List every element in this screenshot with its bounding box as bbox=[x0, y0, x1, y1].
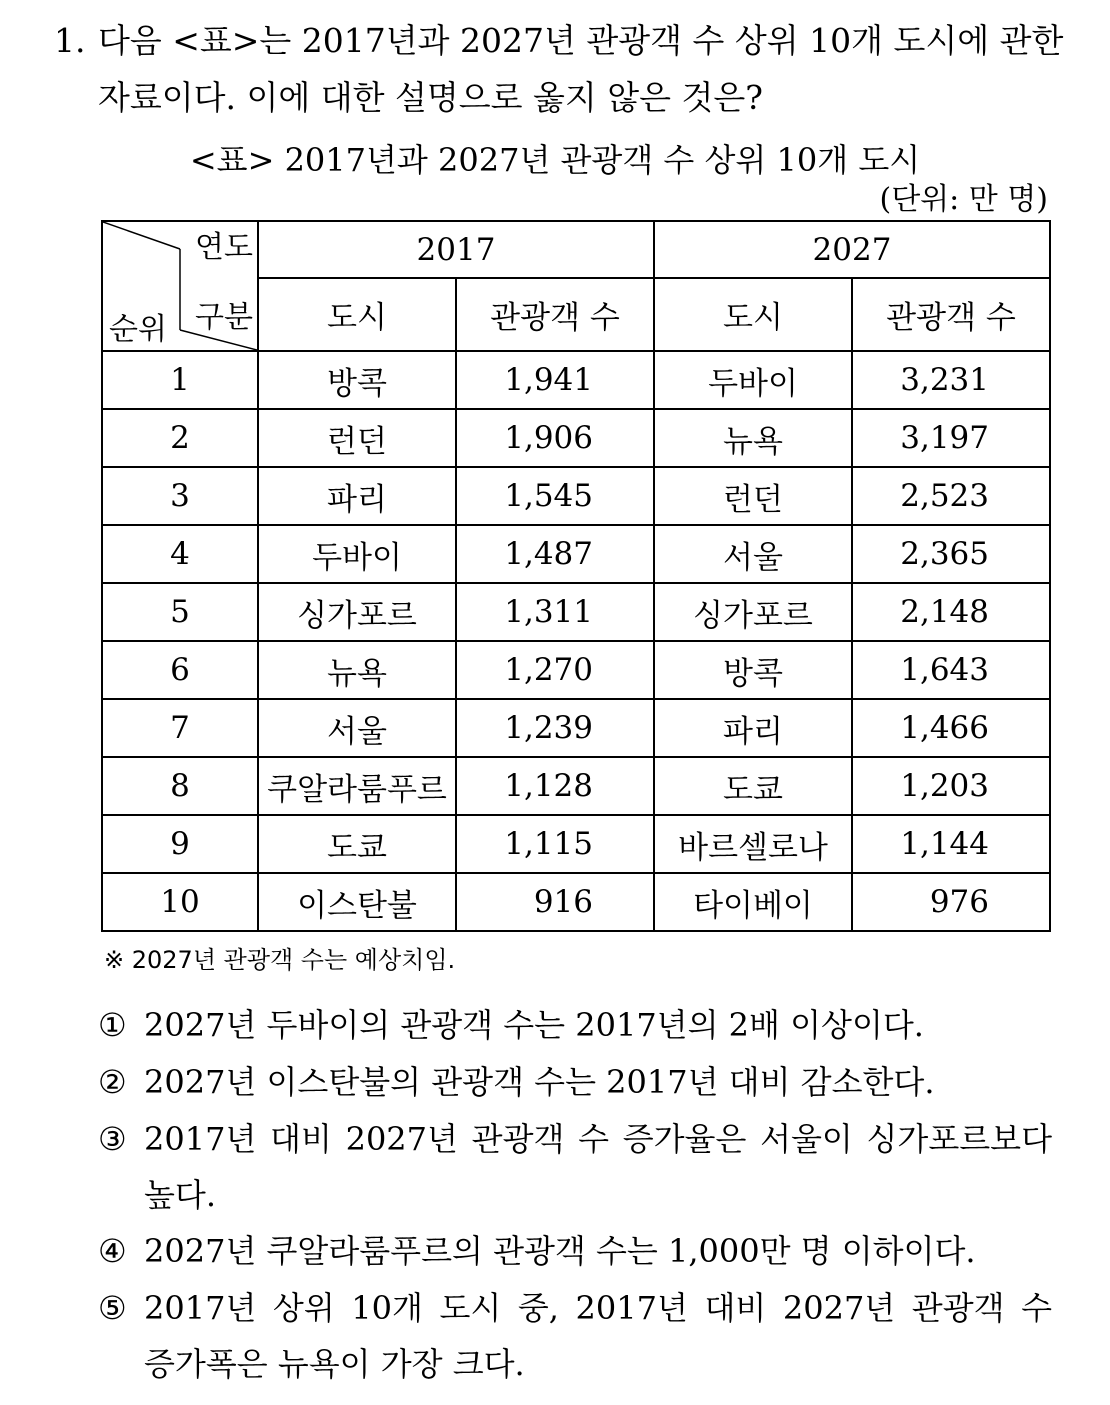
option-text: 2017년 상위 10개 도시 중, 2017년 대비 2027년 관광객 수 bbox=[144, 1289, 1052, 1327]
city-2017-cell: 방콕 bbox=[258, 351, 456, 409]
table-row bbox=[102, 873, 1050, 931]
rank-cell: 7 bbox=[102, 699, 258, 757]
table-row bbox=[102, 699, 1050, 757]
rank-cell: 10 bbox=[102, 873, 258, 931]
rank-cell: 5 bbox=[102, 583, 258, 641]
rank-cell: 6 bbox=[102, 641, 258, 699]
visitors-2017-cell: 1,487 bbox=[456, 525, 654, 583]
city-2017-cell: 도쿄 bbox=[258, 815, 456, 873]
city-2017-cell: 서울 bbox=[258, 699, 456, 757]
table-note: ※ 2027년 관광객 수는 예상치임. bbox=[104, 946, 456, 974]
city-2027-cell: 파리 bbox=[654, 699, 852, 757]
year-header-2017: 2017 bbox=[258, 221, 654, 278]
visitors-2017-cell: 1,270 bbox=[456, 641, 654, 699]
header-row-years bbox=[102, 221, 1050, 278]
corner-label-category: 구분 bbox=[195, 300, 253, 335]
corner-label-year: 연도 bbox=[195, 230, 253, 265]
city-2027-cell: 방콕 bbox=[654, 641, 852, 699]
col-header-visitors: 관광객 수 bbox=[852, 278, 1050, 351]
visitors-2017-cell: 1,239 bbox=[456, 699, 654, 757]
city-2027-cell: 싱가포르 bbox=[654, 583, 852, 641]
visitors-2027-cell: 2,523 bbox=[852, 467, 1050, 525]
city-2017-cell: 파리 bbox=[258, 467, 456, 525]
city-2027-cell: 두바이 bbox=[654, 351, 852, 409]
option-5-continuation: 증가폭은 뉴욕이 가장 크다. bbox=[144, 1345, 525, 1383]
visitors-2017-cell: 1,311 bbox=[456, 583, 654, 641]
table-caption: <표> 2017년과 2027년 관광객 수 상위 10개 도시 bbox=[189, 141, 921, 179]
visitors-table bbox=[101, 220, 1051, 932]
city-2017-cell: 쿠알라룸푸르 bbox=[258, 757, 456, 815]
visitors-2017-cell: 1,906 bbox=[456, 409, 654, 467]
table-row bbox=[102, 525, 1050, 583]
visitors-2027-cell: 3,197 bbox=[852, 409, 1050, 467]
corner-label-rank: 순위 bbox=[109, 312, 167, 347]
rank-cell: 2 bbox=[102, 409, 258, 467]
visitors-2027-cell: 1,643 bbox=[852, 641, 1050, 699]
option-marker: ④ bbox=[98, 1232, 127, 1270]
visitors-2027-cell: 3,231 bbox=[852, 351, 1050, 409]
city-2017-cell: 이스탄불 bbox=[258, 873, 456, 931]
visitors-2027-cell: 976 bbox=[852, 873, 1050, 931]
visitors-2027-cell: 2,148 bbox=[852, 583, 1050, 641]
city-2017-cell: 런던 bbox=[258, 409, 456, 467]
option-marker: ① bbox=[98, 1006, 127, 1044]
visitors-2027-cell: 2,365 bbox=[852, 525, 1050, 583]
table-row bbox=[102, 641, 1050, 699]
question-text-line-2: 자료이다. 이에 대한 설명으로 옳지 않은 것은? bbox=[98, 78, 763, 117]
rank-cell: 1 bbox=[102, 351, 258, 409]
table-row bbox=[102, 583, 1050, 641]
city-2027-cell: 런던 bbox=[654, 467, 852, 525]
city-2017-cell: 싱가포르 bbox=[258, 583, 456, 641]
option-text: 2027년 쿠알라룸푸르의 관광객 수는 1,000만 명 이하이다. bbox=[144, 1232, 976, 1270]
visitors-2027-cell: 1,203 bbox=[852, 757, 1050, 815]
visitors-2017-cell: 916 bbox=[456, 873, 654, 931]
table-unit: (단위: 만 명) bbox=[879, 182, 1048, 217]
question-text-line-1: 다음 <표>는 2017년과 2027년 관광객 수 상위 10개 도시에 관한 bbox=[98, 21, 1064, 60]
city-2027-cell: 도쿄 bbox=[654, 757, 852, 815]
option-marker: ⑤ bbox=[98, 1289, 127, 1327]
city-2027-cell: 뉴욕 bbox=[654, 409, 852, 467]
visitors-2017-cell: 1,941 bbox=[456, 351, 654, 409]
option-text: 2027년 두바이의 관광객 수는 2017년의 2배 이상이다. bbox=[144, 1006, 924, 1044]
rank-cell: 9 bbox=[102, 815, 258, 873]
table-row bbox=[102, 467, 1050, 525]
visitors-2017-cell: 1,115 bbox=[456, 815, 654, 873]
visitors-2017-cell: 1,545 bbox=[456, 467, 654, 525]
rank-cell: 8 bbox=[102, 757, 258, 815]
rank-cell: 4 bbox=[102, 525, 258, 583]
option-marker: ② bbox=[98, 1063, 127, 1101]
option-3-continuation: 높다. bbox=[144, 1176, 216, 1214]
col-header-city: 도시 bbox=[654, 278, 852, 351]
city-2027-cell: 서울 bbox=[654, 525, 852, 583]
rank-cell: 3 bbox=[102, 467, 258, 525]
corner-cell bbox=[102, 221, 258, 351]
city-2017-cell: 뉴욕 bbox=[258, 641, 456, 699]
table-row bbox=[102, 351, 1050, 409]
option-marker: ③ bbox=[98, 1120, 127, 1158]
visitors-2027-cell: 1,466 bbox=[852, 699, 1050, 757]
table-row bbox=[102, 409, 1050, 467]
year-header-2027: 2027 bbox=[654, 221, 1050, 278]
option-text: 2017년 대비 2027년 관광객 수 증가율은 서울이 싱가포르보다 bbox=[144, 1120, 1052, 1158]
option-text: 2027년 이스탄불의 관광객 수는 2017년 대비 감소한다. bbox=[144, 1063, 935, 1101]
col-header-visitors: 관광객 수 bbox=[456, 278, 654, 351]
col-header-city: 도시 bbox=[258, 278, 456, 351]
city-2027-cell: 타이베이 bbox=[654, 873, 852, 931]
visitors-2017-cell: 1,128 bbox=[456, 757, 654, 815]
visitors-2027-cell: 1,144 bbox=[852, 815, 1050, 873]
table-row bbox=[102, 757, 1050, 815]
question-number: 1. bbox=[54, 21, 86, 60]
city-2017-cell: 두바이 bbox=[258, 525, 456, 583]
city-2027-cell: 바르셀로나 bbox=[654, 815, 852, 873]
table-row bbox=[102, 815, 1050, 873]
